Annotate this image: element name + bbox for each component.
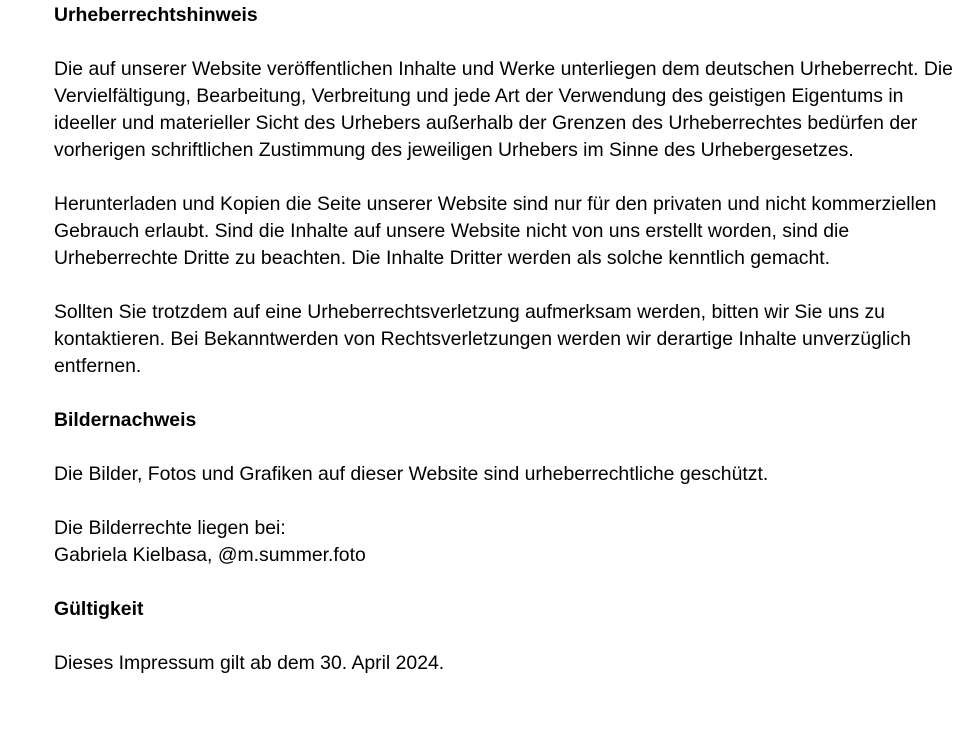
spacer (54, 272, 970, 299)
image-rights-holder: Gabriela Kielbasa, @m.summer.foto (54, 544, 366, 566)
impressum-content (54, 2, 970, 677)
spacer (54, 164, 970, 191)
spacer (54, 488, 970, 515)
copyright-heading: Urheberrechtshinweis (54, 4, 258, 26)
image-rights-label: Die Bilderrechte liegen bei: (54, 517, 286, 539)
spacer (54, 434, 970, 461)
copyright-paragraph-2: Herunterladen und Kopien die Seite unserer Website sind nur für den privaten und nicht kommerziellen Gebrauch erlaubt. Sind die Inhalte auf unsere Website nicht von uns erstellt worden, sind die Urheberrechte Dritte zu beachten. Die Inhalte Dritter werden als solche kenntlich gemacht. (54, 193, 937, 269)
spacer (54, 569, 970, 596)
image-credits-statement: Die Bilder, Fotos und Grafiken auf dieser Website sind urheberrechtliche geschützt. (54, 463, 769, 485)
spacer (54, 380, 970, 407)
image-credits-heading: Bildernachweis (54, 409, 197, 431)
copyright-paragraph-3: Sollten Sie trotzdem auf eine Urheberrechtsverletzung aufmerksam werden, bitten wir Sie uns zu kontaktieren. Bei Bekanntwerden von Rechtsverletzungen werden wir derartige Inhalte unverzüglich entfernen. (54, 301, 911, 377)
copyright-paragraph-1: Die auf unserer Website veröffentlichen Inhalte und Werke unterliegen dem deutschen Urheberrecht. Die Vervielfältigung, Bearbeitung, Verbreitung und jede Art der Verwendung des geistigen Eigentums in ideeller und materieller Sicht des Urhebers außerhalb der Grenzen des Urheberrechtes bedürfen der vorherigen schriftlichen Zustimmung des jeweiligen Urhebers im Sinne des Urhebergesetzes. (54, 58, 953, 161)
validity-heading: Gültigkeit (54, 598, 144, 620)
spacer (54, 623, 970, 650)
spacer (54, 29, 970, 56)
validity-statement: Dieses Impressum gilt ab dem 30. April 2024. (54, 652, 445, 674)
